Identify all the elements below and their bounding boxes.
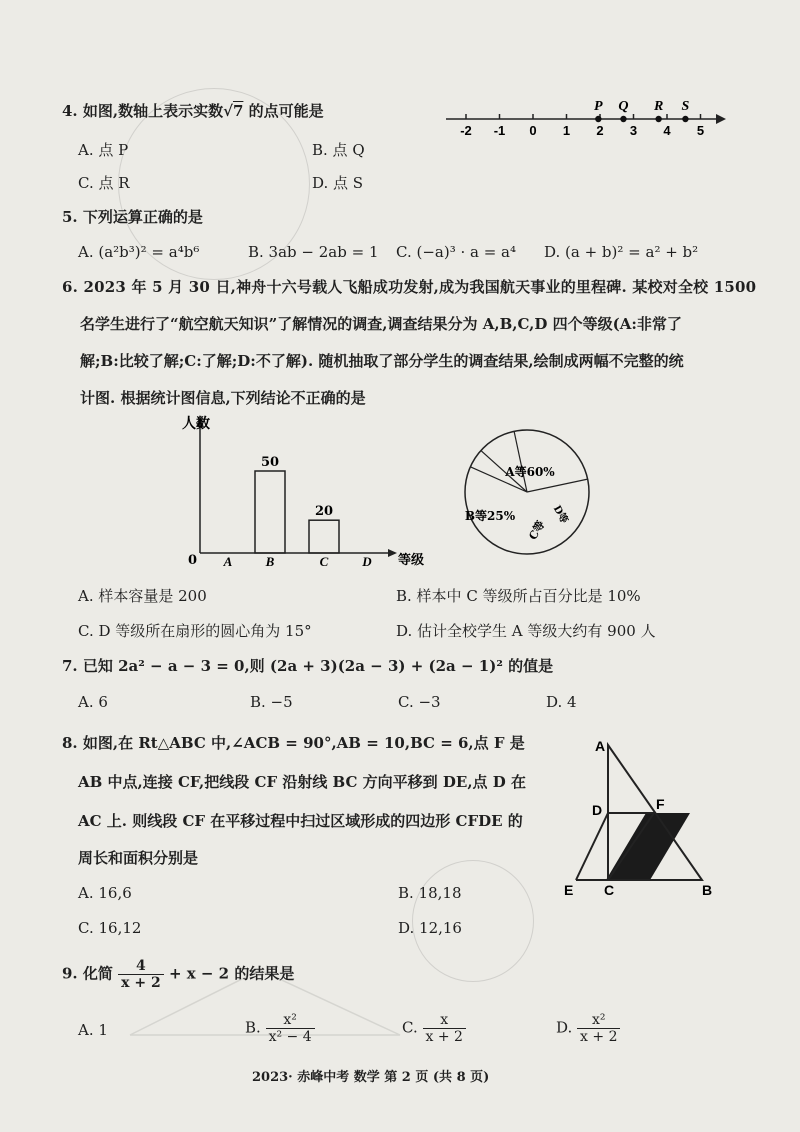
category-label: C bbox=[319, 554, 329, 569]
q9-option-a: A. 1 bbox=[78, 1021, 108, 1039]
slice-label: B等25% bbox=[464, 509, 516, 523]
q6-stem-line-1: 6. 2023 年 5 月 30 日,神舟十六号载人飞船成功发射,成为我国航天事业的里程碑. 某校对全校 1500 bbox=[62, 278, 757, 296]
q8-label-b: B bbox=[702, 882, 713, 895]
tick-label: -1 bbox=[493, 123, 506, 138]
slice-boundary bbox=[527, 479, 588, 492]
q5-option-d: D. (a + b)² = a² + b² bbox=[544, 243, 699, 261]
slice-label: D等 bbox=[550, 503, 570, 526]
point-q bbox=[620, 116, 626, 122]
q7-option-c: C. −3 bbox=[398, 693, 441, 711]
slice-label: A等60% bbox=[505, 465, 555, 479]
origin-label: 0 bbox=[188, 553, 198, 568]
data-label: 50 bbox=[260, 455, 280, 470]
q8-stem-line-3: AC 上. 则线段 CF 在平移过程中扫过区域形成的四边形 CFDE 的 bbox=[78, 812, 523, 830]
data-label: 20 bbox=[314, 504, 334, 520]
q8-segment-de bbox=[576, 813, 608, 880]
q4-option-a: A. 点 P bbox=[78, 141, 129, 159]
x-axis-label: 等级 bbox=[398, 553, 425, 568]
tick-label: 5 bbox=[696, 123, 705, 138]
tick-label: -2 bbox=[460, 123, 472, 138]
page-footer: 2023· 赤峰中考 数学 第 2 页 (共 8 页) bbox=[252, 1070, 490, 1085]
q8-stem-line-1: 8. 如图,在 Rt△ABC 中,∠ACB = 90°,AB = 10,BC = 6,点 F 是 bbox=[62, 734, 525, 752]
category-label: A bbox=[223, 554, 233, 569]
q6-option-d: D. 估计全校学生 A 等级大约有 900 人 bbox=[396, 622, 656, 640]
q6-option-c: C. D 等级所在扇形的圆心角为 15° bbox=[78, 622, 312, 640]
q9-option-d: D. $\frac{\text{x²}}{x + 2}$ bbox=[556, 1012, 620, 1045]
q6-option-a: A. 样本容量是 200 bbox=[78, 587, 207, 605]
number-line bbox=[440, 92, 730, 144]
q9-option-b: B. $\frac{\text{x²}}{\text{x² − 4}}$ bbox=[245, 1012, 315, 1045]
q7-option-a: A. 6 bbox=[78, 693, 108, 711]
q8-label-c: C bbox=[604, 882, 615, 895]
q5-option-c: C. (−a)³ · a = a⁴ bbox=[396, 243, 517, 261]
point-label-p: P bbox=[594, 99, 603, 114]
q9-fraction: $\frac{4}{x + 2}$ bbox=[118, 958, 164, 991]
tick-label: 1 bbox=[562, 123, 571, 138]
q9-stem: 9. 化简 $\frac{4}{x + 2}$ + x − 2 的结果是 bbox=[62, 958, 295, 991]
q6-stem-line-3: 解;B:比较了解;C:了解;D:不了解). 随机抽取了部分学生的调查结果,绘制成两幅不完整的统 bbox=[80, 352, 684, 370]
point-label-s: S bbox=[681, 99, 690, 114]
q7-option-d: D. 4 bbox=[546, 693, 577, 711]
q6-stem-line-2: 名学生进行了“航空航天知识”了解情况的调查,调查结果分为 A,B,C,D 四个等级(A:非常了 bbox=[80, 315, 682, 333]
point-label-r: R bbox=[653, 99, 664, 114]
bar-chart bbox=[160, 408, 430, 578]
q9-option-c: C. $\frac{x}{x + 2}$ bbox=[402, 1012, 466, 1045]
point-label-q: Q bbox=[618, 99, 629, 114]
q8-figure bbox=[550, 735, 740, 895]
q5-stem: 5. 下列运算正确的是 bbox=[62, 208, 203, 226]
q8-label-d: D bbox=[592, 802, 603, 818]
q8-option-d: D. 12,16 bbox=[398, 919, 462, 937]
point-s bbox=[682, 116, 688, 122]
q4-stem: 4. 如图,数轴上表示实数√7 的点可能是 bbox=[62, 102, 324, 120]
bar-b bbox=[255, 471, 285, 553]
y-axis-label: 人数 bbox=[182, 416, 210, 432]
tick-label: 0 bbox=[529, 123, 537, 138]
q8-label-e: E bbox=[564, 882, 574, 895]
q8-option-c: C. 16,12 bbox=[78, 919, 142, 937]
q5-option-a: A. (a²b³)² = a⁴b⁶ bbox=[78, 243, 200, 261]
q8-option-b: B. 18,18 bbox=[398, 884, 462, 902]
point-r bbox=[655, 116, 661, 122]
q4-option-c: C. 点 R bbox=[78, 174, 130, 192]
q8-stem-line-2: AB 中点,连接 CF,把线段 CF 沿射线 BC 方向平移到 DE,点 D 在 bbox=[78, 773, 526, 791]
q6-stem-line-4: 计图. 根据统计图信息,下列结论不正确的是 bbox=[80, 389, 366, 407]
number-line-arrow bbox=[716, 114, 726, 124]
slice-label: C等 bbox=[526, 518, 548, 543]
number-line-ticks bbox=[460, 114, 704, 138]
q7-stem: 7. 已知 2a² − a − 3 = 0,则 (2a + 3)(2a − 3) + (2a − 1)² 的值是 bbox=[62, 657, 554, 675]
q5-option-b: B. 3ab − 2ab = 1 bbox=[248, 243, 379, 261]
q7-option-b: B. −5 bbox=[250, 693, 293, 711]
q8-option-a: A. 16,6 bbox=[78, 884, 132, 902]
q4-option-b: B. 点 Q bbox=[312, 141, 365, 159]
q8-stem-line-4: 周长和面积分别是 bbox=[78, 849, 199, 867]
q6-option-b: B. 样本中 C 等级所占百分比是 10% bbox=[396, 587, 641, 605]
tick-label: 3 bbox=[629, 123, 638, 138]
q8-label-a: A bbox=[595, 738, 606, 754]
pie-chart bbox=[452, 420, 612, 570]
bar-c bbox=[309, 520, 339, 553]
q8-label-f: F bbox=[656, 796, 665, 812]
tick-label: 2 bbox=[596, 123, 604, 138]
category-label: B bbox=[265, 554, 275, 569]
category-label: D bbox=[362, 554, 372, 569]
point-p bbox=[595, 116, 601, 122]
tick-label: 4 bbox=[663, 123, 671, 138]
x-axis-arrow bbox=[388, 549, 397, 557]
q4-option-d: D. 点 S bbox=[312, 174, 364, 192]
